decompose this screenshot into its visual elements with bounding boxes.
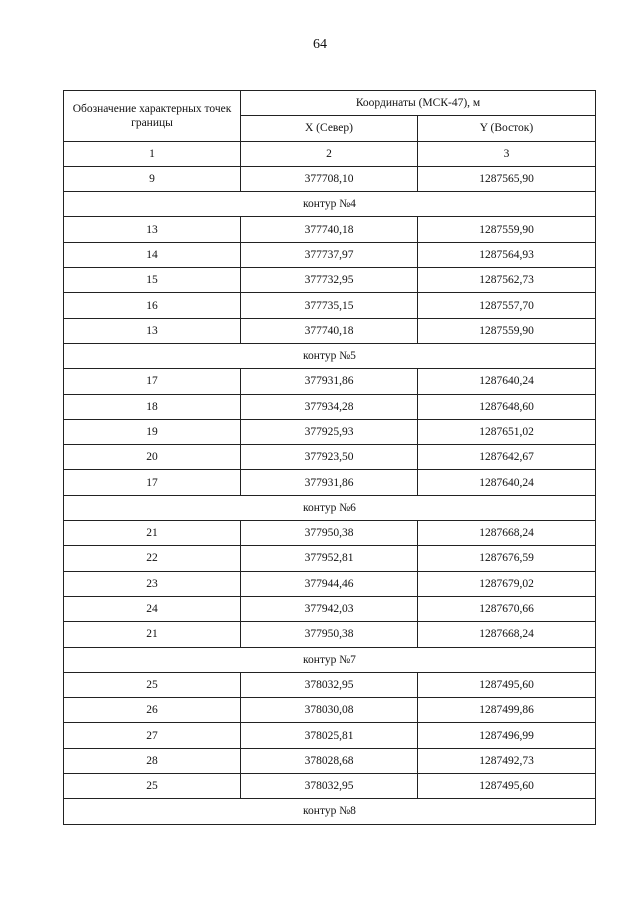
table-row — [64, 242, 596, 267]
y-coordinate-cell: 1287676,59 — [418, 546, 596, 571]
x-coordinate-cell: 378028,68 — [241, 748, 418, 773]
point-id-cell: 18 — [64, 394, 241, 419]
contour-label: контур №4 — [64, 192, 596, 217]
x-coordinate-cell: 377740,18 — [241, 318, 418, 343]
page-number: 64 — [313, 37, 327, 52]
x-coordinate-cell: 377950,38 — [241, 521, 418, 546]
point-id-cell: 16 — [64, 293, 241, 318]
point-id-cell: 19 — [64, 419, 241, 444]
x-coordinate-cell: 377952,81 — [241, 546, 418, 571]
table-body — [64, 166, 596, 824]
y-coordinate-cell: 1287668,24 — [418, 521, 596, 546]
point-id-cell: 15 — [64, 268, 241, 293]
point-id-cell: 13 — [64, 318, 241, 343]
y-coordinate-cell: 1287559,90 — [418, 217, 596, 242]
x-coordinate-cell: 377934,28 — [241, 394, 418, 419]
y-coordinate-cell: 1287492,73 — [418, 748, 596, 773]
x-coordinate-cell: 377942,03 — [241, 596, 418, 621]
point-id-cell: 25 — [64, 774, 241, 799]
point-id-cell: 28 — [64, 748, 241, 773]
x-coordinate-cell: 377735,15 — [241, 293, 418, 318]
table-header-row — [64, 91, 596, 116]
column-number-row — [64, 141, 596, 166]
table-row — [64, 596, 596, 621]
column-number: 2 — [241, 141, 418, 166]
x-coordinate-cell: 377931,86 — [241, 470, 418, 495]
table-row — [64, 419, 596, 444]
table-row — [64, 166, 596, 191]
y-coordinate-cell: 1287557,70 — [418, 293, 596, 318]
point-id-cell: 26 — [64, 698, 241, 723]
y-coordinate-cell: 1287648,60 — [418, 394, 596, 419]
y-coordinate-cell: 1287496,99 — [418, 723, 596, 748]
point-id-cell: 25 — [64, 672, 241, 697]
x-coordinate-cell: 378032,95 — [241, 774, 418, 799]
y-coordinate-cell: 1287668,24 — [418, 622, 596, 647]
y-coordinate-cell: 1287495,60 — [418, 774, 596, 799]
point-id-cell: 21 — [64, 521, 241, 546]
point-id-cell: 17 — [64, 470, 241, 495]
point-id-cell: 20 — [64, 445, 241, 470]
column-number: 3 — [418, 141, 596, 166]
x-coordinate-cell: 377740,18 — [241, 217, 418, 242]
contour-row — [64, 343, 596, 368]
x-coordinate-cell: 377708,10 — [241, 166, 418, 191]
point-id-cell: 22 — [64, 546, 241, 571]
y-coordinate-cell: 1287642,67 — [418, 445, 596, 470]
contour-row — [64, 192, 596, 217]
y-coordinate-cell: 1287670,66 — [418, 596, 596, 621]
x-coordinate-cell: 378025,81 — [241, 723, 418, 748]
y-coordinate-cell: 1287640,24 — [418, 470, 596, 495]
y-coordinate-cell: 1287564,93 — [418, 242, 596, 267]
point-id-cell: 17 — [64, 369, 241, 394]
point-id-cell: 9 — [64, 166, 241, 191]
contour-label: контур №5 — [64, 343, 596, 368]
x-coordinate-cell: 378032,95 — [241, 672, 418, 697]
x-coordinate-cell: 377732,95 — [241, 268, 418, 293]
table-row — [64, 217, 596, 242]
contour-row — [64, 495, 596, 520]
contour-label: контур №7 — [64, 647, 596, 672]
header-point-designation: Обозначение характерных точек границы — [64, 91, 241, 142]
table-row — [64, 268, 596, 293]
x-coordinate-cell: 377944,46 — [241, 571, 418, 596]
y-coordinate-cell: 1287565,90 — [418, 166, 596, 191]
y-coordinate-cell: 1287559,90 — [418, 318, 596, 343]
point-id-cell: 27 — [64, 723, 241, 748]
x-coordinate-cell: 378030,08 — [241, 698, 418, 723]
table-row — [64, 622, 596, 647]
coordinates-table — [63, 90, 596, 825]
x-coordinate-cell: 377950,38 — [241, 622, 418, 647]
y-coordinate-cell: 1287495,60 — [418, 672, 596, 697]
table-row — [64, 723, 596, 748]
column-number: 1 — [64, 141, 241, 166]
y-coordinate-cell: 1287640,24 — [418, 369, 596, 394]
table-row — [64, 546, 596, 571]
point-id-cell: 24 — [64, 596, 241, 621]
table-row — [64, 774, 596, 799]
table-row — [64, 521, 596, 546]
point-id-cell: 13 — [64, 217, 241, 242]
point-id-cell: 23 — [64, 571, 241, 596]
point-id-cell: 21 — [64, 622, 241, 647]
y-coordinate-cell: 1287679,02 — [418, 571, 596, 596]
y-coordinate-cell: 1287562,73 — [418, 268, 596, 293]
header-y-east: Y (Восток) — [418, 116, 596, 141]
table-row — [64, 672, 596, 697]
table-row — [64, 445, 596, 470]
point-id-cell: 14 — [64, 242, 241, 267]
table-row — [64, 394, 596, 419]
table-row — [64, 318, 596, 343]
table-row — [64, 470, 596, 495]
table-row — [64, 571, 596, 596]
x-coordinate-cell: 377931,86 — [241, 369, 418, 394]
x-coordinate-cell: 377925,93 — [241, 419, 418, 444]
header-coordinates: Координаты (МСК-47), м — [241, 91, 596, 116]
contour-row — [64, 799, 596, 824]
table-row — [64, 369, 596, 394]
contour-label: контур №6 — [64, 495, 596, 520]
y-coordinate-cell: 1287651,02 — [418, 419, 596, 444]
table-row — [64, 748, 596, 773]
contour-label: контур №8 — [64, 799, 596, 824]
x-coordinate-cell: 377923,50 — [241, 445, 418, 470]
contour-row — [64, 647, 596, 672]
x-coordinate-cell: 377737,97 — [241, 242, 418, 267]
table-row — [64, 698, 596, 723]
y-coordinate-cell: 1287499,86 — [418, 698, 596, 723]
header-x-north: X (Север) — [241, 116, 418, 141]
table-row — [64, 293, 596, 318]
